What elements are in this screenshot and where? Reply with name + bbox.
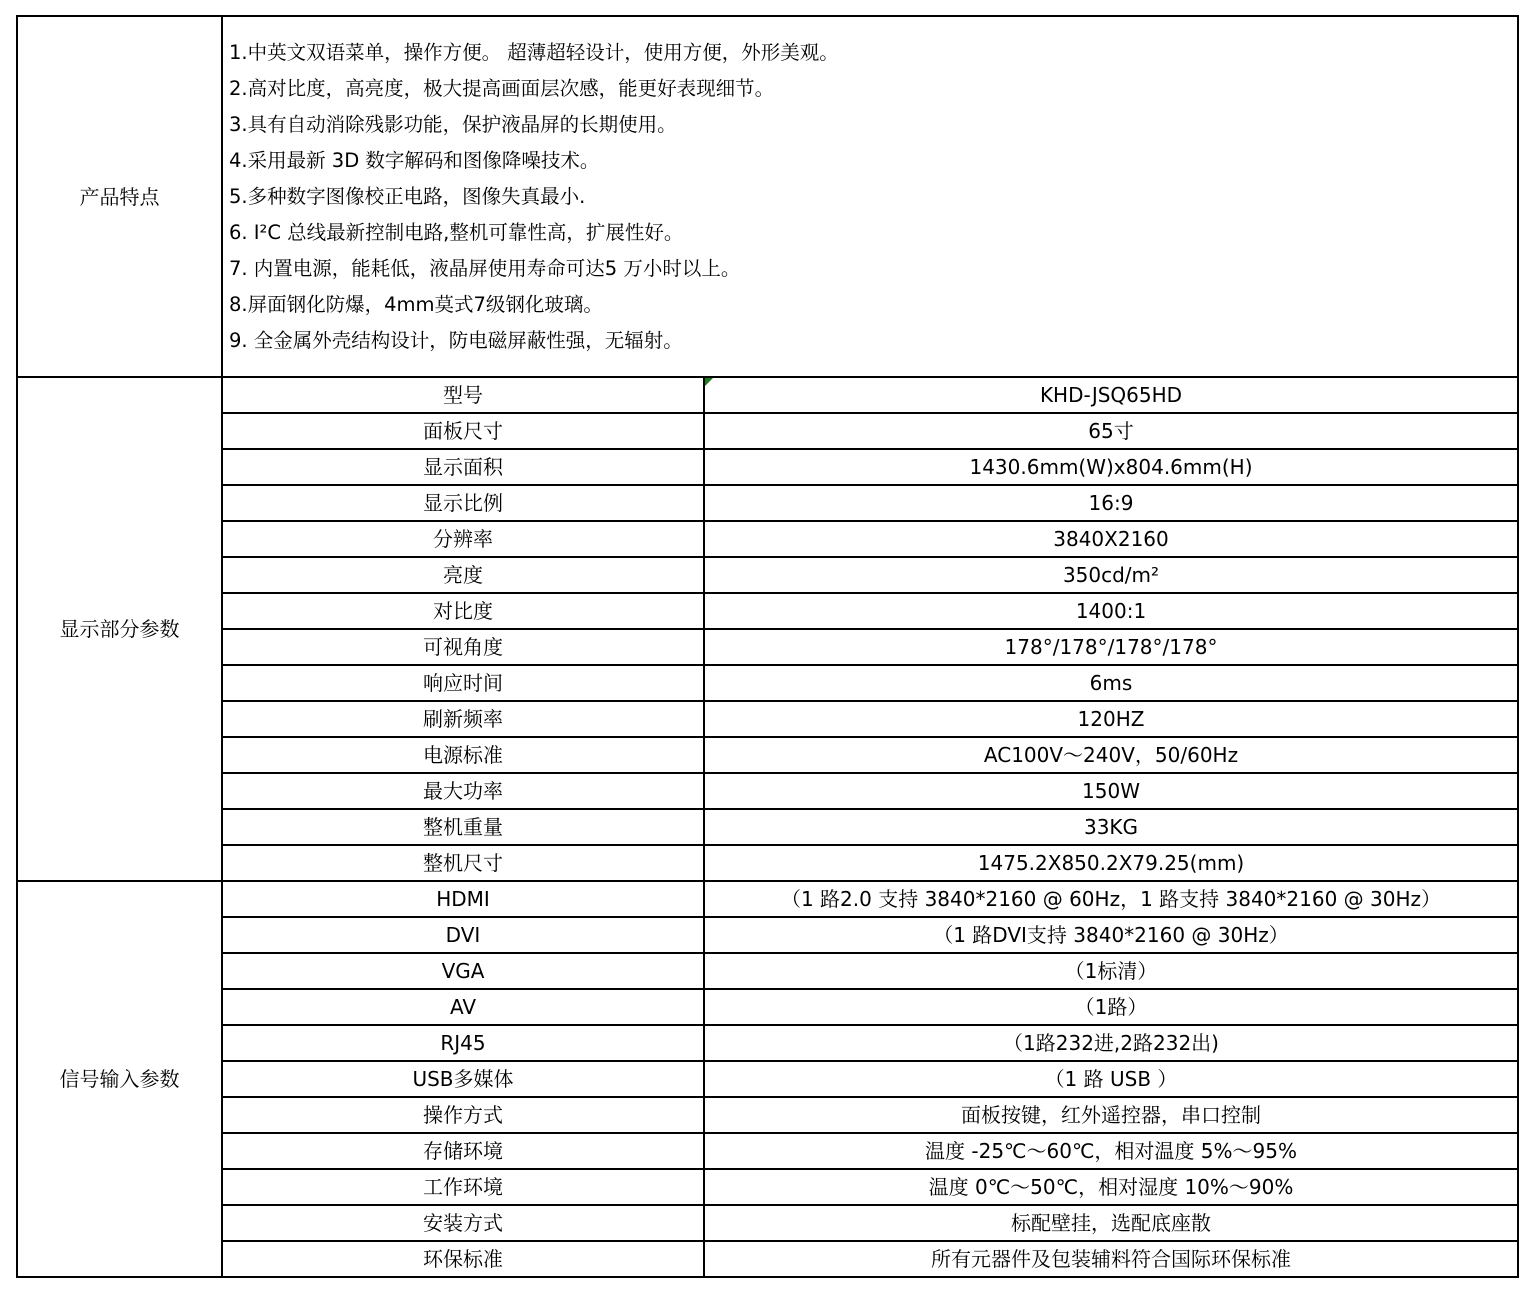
param-name: 电源标准 bbox=[222, 737, 704, 773]
param-value: KHD-JSQ65HD bbox=[704, 377, 1518, 413]
param-name: 刷新频率 bbox=[222, 701, 704, 737]
param-name: 面板尺寸 bbox=[222, 413, 704, 449]
param-name: 型号 bbox=[222, 377, 704, 413]
display-params-row bbox=[17, 485, 1518, 521]
param-name: 安装方式 bbox=[222, 1205, 704, 1241]
param-name: VGA bbox=[222, 953, 704, 989]
feature-item: 9. 全金属外壳结构设计，防电磁屏蔽性强，无辐射。 bbox=[229, 329, 683, 352]
display-params-row bbox=[17, 809, 1518, 845]
param-name: 可视角度 bbox=[222, 629, 704, 665]
cell-comment-marker-icon bbox=[705, 378, 713, 386]
param-name: HDMI bbox=[222, 881, 704, 917]
signal-params-row bbox=[17, 881, 1518, 917]
feature-item: 7. 内置电源，能耗低，液晶屏使用寿命可达5 万小时以上。 bbox=[229, 257, 741, 280]
display-params-row bbox=[17, 593, 1518, 629]
signal-params-row bbox=[17, 1205, 1518, 1241]
param-value: 温度 0℃～50℃，相对湿度 10%～90% bbox=[704, 1169, 1518, 1205]
param-value: （1标清） bbox=[704, 953, 1518, 989]
display-params-row bbox=[17, 413, 1518, 449]
display-params-row bbox=[17, 773, 1518, 809]
param-value: 33KG bbox=[704, 809, 1518, 845]
param-value: 面板按键，红外遥控器，串口控制 bbox=[704, 1097, 1518, 1133]
feature-item: 4.采用最新 3D 数字解码和图像降噪技术。 bbox=[229, 149, 600, 172]
param-name: 操作方式 bbox=[222, 1097, 704, 1133]
display-params-label: 显示部分参数 bbox=[17, 377, 222, 881]
param-name: 存储环境 bbox=[222, 1133, 704, 1169]
signal-params-row bbox=[17, 1097, 1518, 1133]
param-name: 对比度 bbox=[222, 593, 704, 629]
param-name: 环保标准 bbox=[222, 1241, 704, 1277]
feature-item: 8.屏面钢化防爆，4mm莫式7级钢化玻璃。 bbox=[229, 293, 603, 316]
param-value: 178°/178°/178°/178° bbox=[704, 629, 1518, 665]
display-params-row bbox=[17, 377, 1518, 413]
param-value: 16:9 bbox=[704, 485, 1518, 521]
param-value: 150W bbox=[704, 773, 1518, 809]
param-value: 1475.2X850.2X79.25(mm) bbox=[704, 845, 1518, 881]
param-name: 显示比例 bbox=[222, 485, 704, 521]
signal-params-row bbox=[17, 1025, 1518, 1061]
feature-item: 1.中英文双语菜单，操作方便。 超薄超轻设计，使用方便，外形美观。 bbox=[229, 41, 839, 64]
feature-item: 6. I²C 总线最新控制电路,整机可靠性高，扩展性好。 bbox=[229, 221, 684, 244]
signal-params-row bbox=[17, 1133, 1518, 1169]
param-value: 标配壁挂，选配底座散 bbox=[704, 1205, 1518, 1241]
param-value: 温度 -25℃～60℃，相对温度 5%～95% bbox=[704, 1133, 1518, 1169]
param-value: （1路） bbox=[704, 989, 1518, 1025]
signal-params-label: 信号输入参数 bbox=[17, 881, 222, 1277]
signal-params-row bbox=[17, 1241, 1518, 1277]
signal-params-row bbox=[17, 1169, 1518, 1205]
features-label: 产品特点 bbox=[17, 16, 222, 377]
feature-item: 2.高对比度，高亮度，极大提高画面层次感，能更好表现细节。 bbox=[229, 77, 775, 100]
display-params-row bbox=[17, 629, 1518, 665]
param-name: DVI bbox=[222, 917, 704, 953]
param-value: 350cd/m² bbox=[704, 557, 1518, 593]
spec-table bbox=[16, 15, 1519, 1278]
param-value: AC100V～240V，50/60Hz bbox=[704, 737, 1518, 773]
display-params-row bbox=[17, 449, 1518, 485]
signal-params-row bbox=[17, 989, 1518, 1025]
param-name: 整机尺寸 bbox=[222, 845, 704, 881]
param-value: （1 路2.0 支持 3840*2160 @ 60Hz，1 路支持 3840*2160 @ 30Hz） bbox=[704, 881, 1518, 917]
param-value: 所有元器件及包装辅料符合国际环保标准 bbox=[704, 1241, 1518, 1277]
param-value: （1路232进,2路232出) bbox=[704, 1025, 1518, 1061]
features-row bbox=[17, 16, 1518, 377]
param-name: 亮度 bbox=[222, 557, 704, 593]
display-params-row bbox=[17, 845, 1518, 881]
display-params-row bbox=[17, 557, 1518, 593]
param-name: 响应时间 bbox=[222, 665, 704, 701]
param-value: 65寸 bbox=[704, 413, 1518, 449]
param-value: 1430.6mm(W)x804.6mm(H) bbox=[704, 449, 1518, 485]
param-value: （1 路 USB ） bbox=[704, 1061, 1518, 1097]
param-value: （1 路DVI支持 3840*2160 @ 30Hz） bbox=[704, 917, 1518, 953]
signal-params-row bbox=[17, 953, 1518, 989]
param-name: 最大功率 bbox=[222, 773, 704, 809]
features-list bbox=[222, 16, 1518, 377]
param-name: 工作环境 bbox=[222, 1169, 704, 1205]
param-name: RJ45 bbox=[222, 1025, 704, 1061]
param-name: 整机重量 bbox=[222, 809, 704, 845]
display-params-row bbox=[17, 701, 1518, 737]
spec-table-body bbox=[17, 16, 1518, 1277]
param-value: 120HZ bbox=[704, 701, 1518, 737]
display-params-row bbox=[17, 521, 1518, 557]
signal-params-row bbox=[17, 917, 1518, 953]
display-params-row bbox=[17, 737, 1518, 773]
feature-item: 5.多种数字图像校正电路，图像失真最小. bbox=[229, 185, 586, 208]
feature-item: 3.具有自动消除残影功能，保护液晶屏的长期使用。 bbox=[229, 113, 677, 136]
param-name: USB多媒体 bbox=[222, 1061, 704, 1097]
param-value: 1400:1 bbox=[704, 593, 1518, 629]
param-value: 6ms bbox=[704, 665, 1518, 701]
param-value: 3840X2160 bbox=[704, 521, 1518, 557]
param-name: 分辨率 bbox=[222, 521, 704, 557]
display-params-row bbox=[17, 665, 1518, 701]
signal-params-row bbox=[17, 1061, 1518, 1097]
param-name: 显示面积 bbox=[222, 449, 704, 485]
param-name: AV bbox=[222, 989, 704, 1025]
